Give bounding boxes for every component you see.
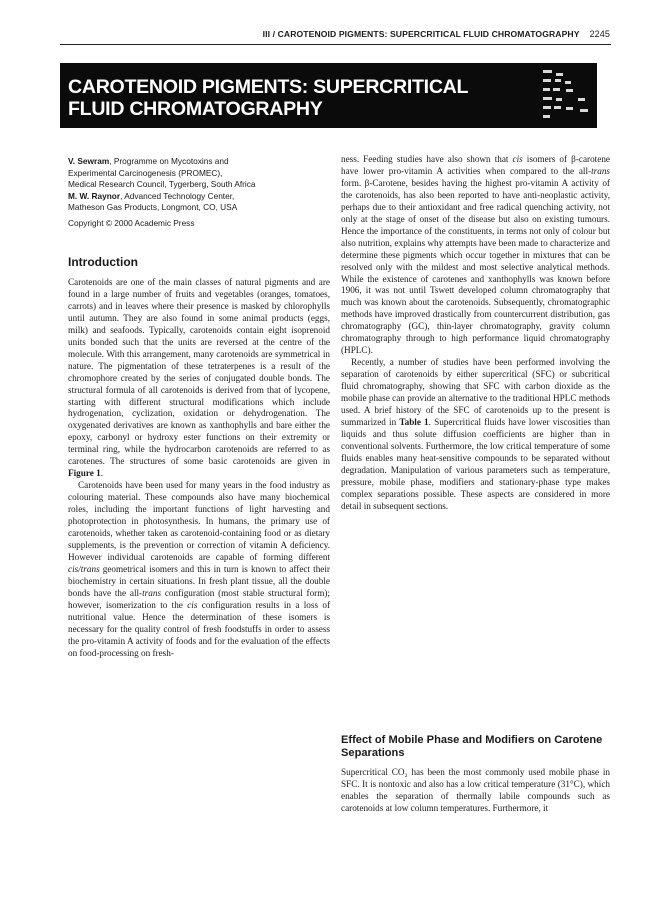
- section-heading: Effect of Mobile Phase and Modifiers on Carotene Separations: [341, 734, 603, 759]
- table-1-reference[interactable]: Table 1: [399, 416, 429, 427]
- figure-1-reference[interactable]: Figure 1: [68, 468, 101, 479]
- chromatography-plate-icon: [540, 65, 596, 127]
- article-title-line-2: FLUID CHROMATOGRAPHY: [68, 98, 323, 120]
- author-block: [68, 156, 330, 230]
- right-p1-a: ness. Feeding studies have also shown that: [341, 154, 513, 164]
- intro-p1-end: .: [100, 468, 104, 479]
- intro-p2-cistrans: cis/trans: [68, 563, 100, 574]
- intro-p2-a: Carotenoids have been used for many years in the food industry as colouring material. These compounds also have many biochemical roles, including the important functions of light harvesting and photoprotection in photosynthesis. In humans, the primary use of carotenoids, whether taken as carotenoid-containing food or as dietary supplements, is the prevention or correction of vitamin A deficiency. However individual carotenoids are capable of forming different: [68, 480, 330, 562]
- right-p1-cis: cis: [512, 154, 523, 164]
- right-paragraph-1: [341, 154, 610, 357]
- intro-p2-c: configuration (most stable structural form); however, isomerization to the: [68, 587, 330, 610]
- article-title: [68, 76, 538, 120]
- right-column-bottom: [341, 767, 610, 815]
- section-paragraph-1: Supercritical CO₂ has been the most commonly used mobile phase in SFC. It is nontoxic and also has a low critical temperature (31°C), which enables the separation of thermally labile compounds such as carotenoids at low column temperatures. Furthermore, it: [341, 767, 610, 813]
- author-1-affil-2: Experimental Carcinogenesis (PROMEC),: [68, 167, 223, 178]
- author-1-name: V. Sewram: [68, 156, 110, 166]
- article-title-line-1: CAROTENOID PIGMENTS: SUPERCRITICAL: [68, 76, 469, 98]
- intro-paragraph-1: [68, 277, 330, 480]
- intro-p2-trans: trans: [142, 587, 162, 598]
- author-1-affil-1: , Programme on Mycotoxins and: [109, 156, 229, 166]
- running-head-title: III / CAROTENOID PIGMENTS: SUPERCRITICAL FLUID CHROMATOGRAPHY: [262, 29, 580, 39]
- running-head: [0, 29, 610, 41]
- author-1: [68, 156, 330, 168]
- author-2-affil-2: Matheson Gas Products, Longmont, CO, USA: [68, 202, 238, 213]
- right-column: [341, 154, 610, 513]
- right-paragraph-2: [341, 357, 610, 512]
- right-p1-c: form. β-Carotene, besides having the highest pro-vitamin A activity of the carotenoids, has also been reported to have anti-neoplastic activity, perhaps due to their antioxidant and free radical quenching activity, not only at the stage of onset of the disease but also on existing tumours. Hence the importance of the constituents, in terms not only of colour but also nutrition, explains why attempts have been made to characterize and determine these pigments which occur together in mixtures that can be resolved only with the mildest and most selective analytical methods. While the existence of carotenes and xanthophylls was known before 1906, it was not until Tswett developed column chromatography that much was known about the carotenoids. Subsequently, chromatographic methods have improved drastically from countercurrent distribution, gas chromatography (GC), thin-layer chromatography, gravity column chromatography through to high performance liquid chromatography (HPLC).: [341, 177, 610, 356]
- intro-p2-b: geometrical isomers and this in turn is known to affect their biochemistry in certain situations. In fresh plant tissue, all the double bonds have the all-: [68, 563, 330, 598]
- right-p2-b: . Supercritical fluids have lower viscosities than liquids and thus solute diffusion coefficients are higher than in conventional solvents. Furthermore, the low critical temperature of some fluids enables many heat-sensitive compounds to be separated without degradation. Manipulation of various parameters such as temperature, pressure, mobile phase, modifiers and stationary-phase type makes complex separations possible. These aspects are considered in more detail in subsequent sections.: [341, 416, 610, 511]
- author-2-name: M. W. Raynor: [68, 190, 121, 201]
- copyright: Copyright © 2000 Academic Press: [68, 217, 195, 228]
- introduction-heading: Introduction: [68, 255, 138, 269]
- intro-paragraph-2: [68, 480, 330, 659]
- author-2: [68, 191, 330, 203]
- intro-p2-d: configuration results in a loss of nutritional value. Hence the determination of these isomers is necessary for the quality control of fresh foodstuffs in order to assess the pro-vitamin A activity of foods and for the evaluation of the effects on food-processing on fresh-: [68, 599, 330, 658]
- intro-p1-text: Carotenoids are one of the main classes of natural pigments and are found in a large number of fruits and vegetables (oranges, tomatoes, carrots) and in leaves where their presence is masked by chlorophylls until autumn. They are also found in some animal products (eggs, milk) and seafoods. Typically, carotenoids contain eight isoprenoid units bonded such that the units are reversed at the centre of the molecule. With this arrangement, many carotenoids are symmetrical in nature. The pigmentation of these tetraterpenes is a result of the chromophore created by the series of conjugated double bonds. The structural formula of all carotenoids is derived from that of lycopene, starting with different structural modifications which include hydrogenation, cyclization, oxidation or dehydrogenation. The oxygenated derivatives are known as xanthophylls and bare either the epoxy, carbonyl or hydroxy ester functions on their extremity or terminal ring, while the hydrocarbon carotenoids are referred to as carotenes. The structures of some basic carotenoids are given in: [68, 277, 330, 467]
- page-number: 2245: [589, 29, 610, 39]
- author-2-affil-1: , Advanced Technology Center,: [120, 190, 235, 201]
- left-column: [68, 277, 330, 660]
- intro-p2-cis: cis: [187, 599, 198, 610]
- right-p1-trans: trans: [591, 165, 610, 176]
- right-p1-b: isomers of β-carotene have lower pro-vitamin A activities when compared to the all-: [341, 154, 610, 176]
- header-rule: [60, 44, 611, 45]
- author-1-affil-3: Medical Research Council, Tygerberg, South Africa: [68, 179, 256, 190]
- right-p2-a: Recently, a number of studies have been performed involving the separation of carotenoids by either supercritical (SFC) or subcritical fluid chromatography, showing that SFC with carbon dioxide as the mobile phase can provide an alternative to the traditional HPLC methods used. A brief history of the SFC of carotenoids up to the present is summarized in: [341, 357, 610, 427]
